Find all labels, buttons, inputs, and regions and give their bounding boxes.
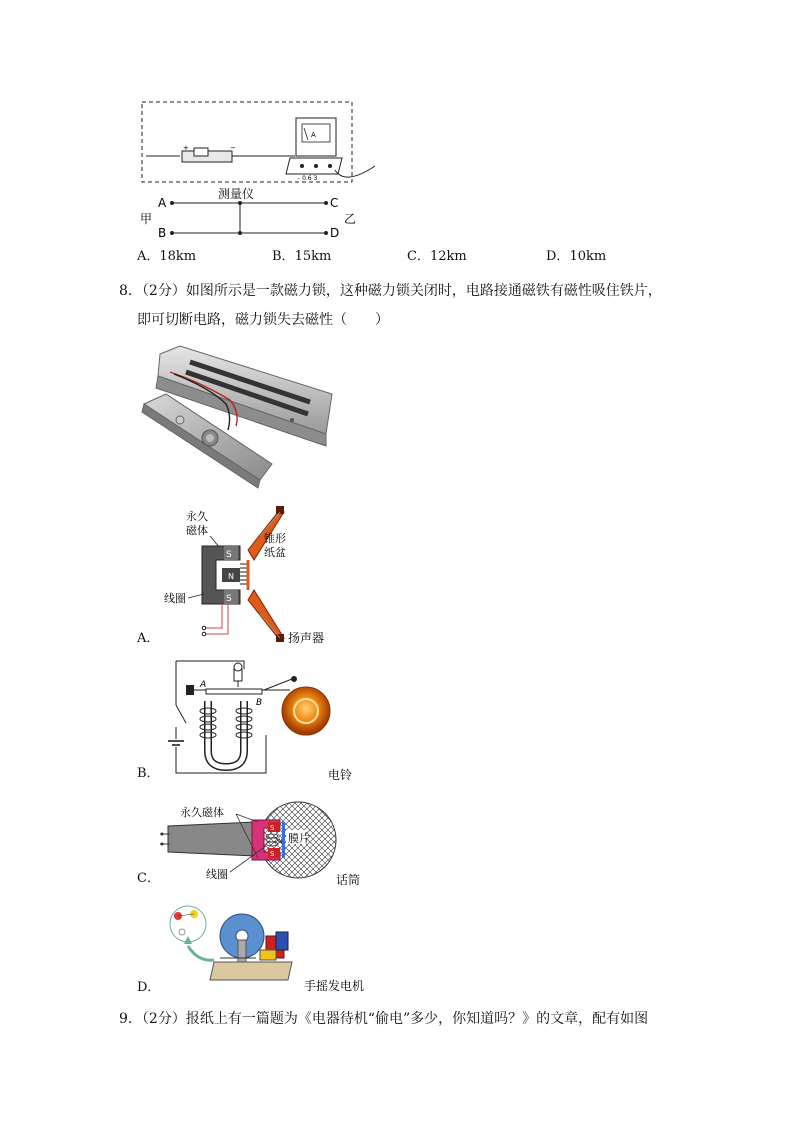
q8-stem-line-2: 即可切断电路，磁力锁失去磁性（ ） <box>137 312 389 328</box>
q8-a-label-cone-2: 纸盆 <box>264 546 286 559</box>
q8-option-d-generator-image <box>160 900 380 995</box>
svg-text:A: A <box>311 131 316 139</box>
svg-text:−: − <box>230 144 236 152</box>
q7-point-b: B <box>158 226 167 240</box>
q8-b-caption: 电铃 <box>328 768 353 782</box>
q7-option-b[interactable]: B．15km <box>272 249 332 264</box>
svg-text:N: N <box>278 838 283 845</box>
q7-option-a[interactable]: A．18km <box>137 249 197 264</box>
q9-stem-line-1: 9．（2分）报纸上有一篇题为《电器待机“偷电”多少，你知道吗？》的文章，配有如图 <box>119 1011 649 1027</box>
magnetic-lock-image <box>140 342 340 492</box>
q8-a-label-magnet-1: 永久 <box>186 510 208 523</box>
svg-text:+: + <box>183 144 189 152</box>
q7-option-d[interactable]: D．10km <box>546 249 607 264</box>
q7-point-a: A <box>158 196 167 210</box>
q8-a-label-coil: 线圈 <box>164 592 186 605</box>
q7-point-c: C <box>330 196 339 210</box>
q8-option-b-bell-diagram <box>160 655 360 785</box>
q7-circuit-figure <box>130 96 390 246</box>
q8-b-label-b: B <box>256 698 263 708</box>
q8-a-label-magnet-2: 磁体 <box>186 524 208 537</box>
q8-option-b-key[interactable]: B． <box>137 766 160 781</box>
q8-c-label-magnet: 永久磁体 <box>180 806 224 819</box>
q8-option-a-key[interactable]: A． <box>137 631 160 646</box>
q7-point-d: D <box>330 226 340 240</box>
q8-c-label-coil: 线圈 <box>206 868 228 881</box>
q8-option-c-key[interactable]: C． <box>137 871 160 886</box>
q8-a-caption: 扬声器 <box>288 631 325 645</box>
q8-c-label-membrane: 膜片 <box>288 832 310 845</box>
q8-option-c-microphone-diagram <box>160 800 370 890</box>
q8-stem-line-1: 8．（2分）如图所示是一款磁力锁，这种磁力锁关闭时，电路接通磁铁有磁性吸住铁片， <box>119 283 662 299</box>
q8-option-d-key[interactable]: D． <box>137 980 161 995</box>
q8-option-a-speaker-diagram <box>160 498 360 648</box>
svg-text:S: S <box>270 824 275 832</box>
q7-side-left: 甲 <box>140 212 153 226</box>
q8-d-caption: 手摇发电机 <box>304 979 365 993</box>
svg-text:S: S <box>226 550 232 560</box>
svg-text:S: S <box>270 850 275 858</box>
svg-text:S: S <box>226 594 232 604</box>
q7-instrument-label: 测量仪 <box>218 187 255 201</box>
q8-b-label-a: A <box>200 680 207 690</box>
svg-text:- 0.6 3: - 0.6 3 <box>298 175 318 182</box>
q8-a-label-cone-1: 锥形 <box>264 532 286 545</box>
q7-side-right: 乙 <box>344 212 357 226</box>
q7-option-c[interactable]: C．12km <box>407 249 467 264</box>
q8-c-caption: 话筒 <box>336 873 361 887</box>
q8-a-label-n: N <box>228 572 234 581</box>
